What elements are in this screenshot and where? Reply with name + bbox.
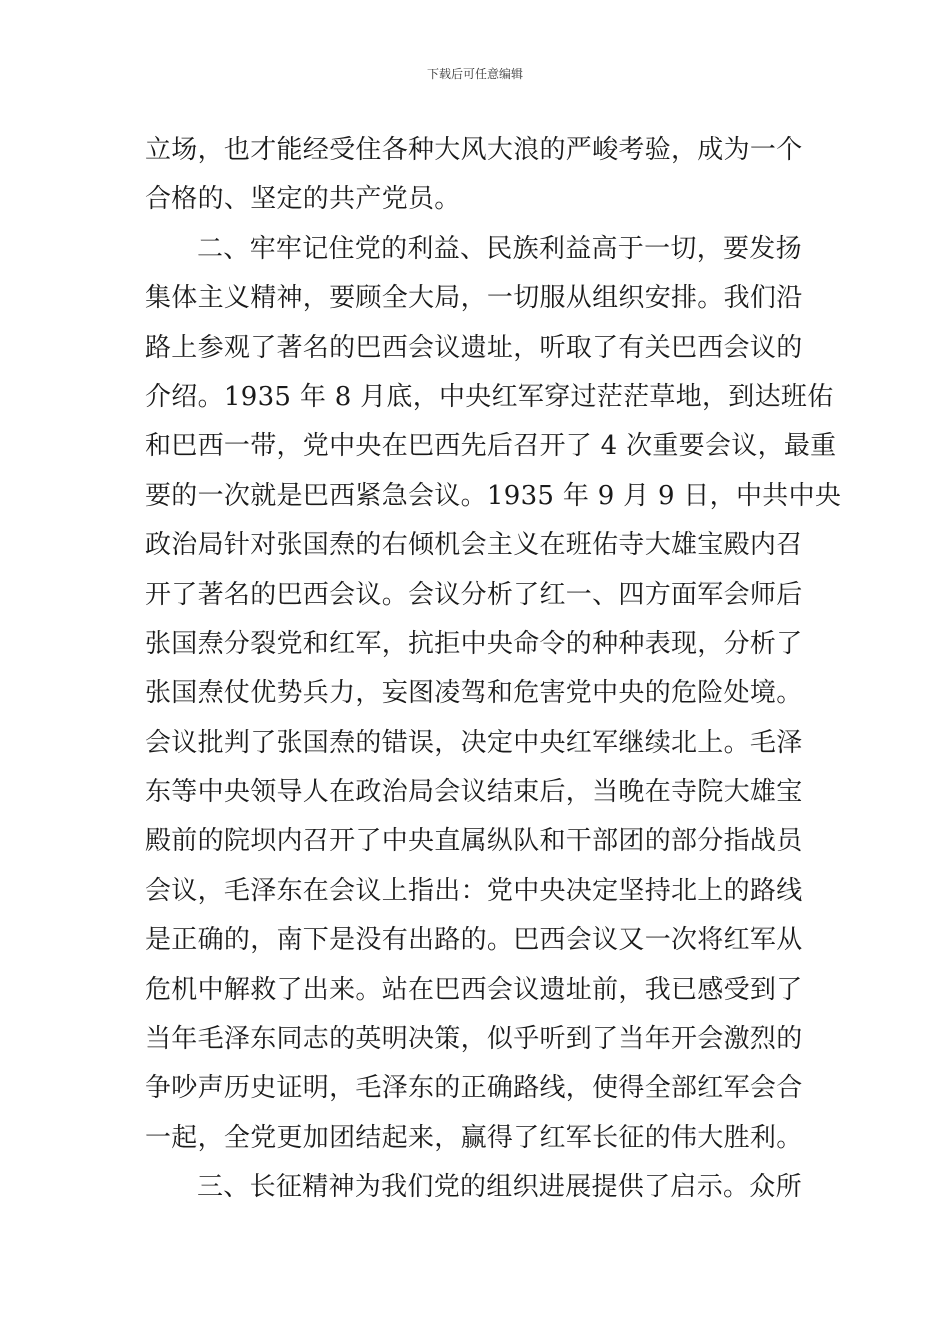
- text-line: 危机中解救了出来。站在巴西会议遗址前，我已感受到了: [145, 974, 803, 1005]
- text-line: 殿前的院坝内召开了中央直属纵队和干部团的部分指战员: [145, 826, 803, 857]
- text-line: 介绍。1935 年 8 月底，中央红军穿过茫茫草地，到达班佑: [145, 381, 834, 412]
- body-text: [145, 126, 842, 1213]
- text-line: 立场，也才能经受住各种大风大浪的严峻考验，成为一个: [145, 135, 803, 165]
- page-header: 下载后可任意编辑: [426, 67, 523, 81]
- text-line: 是正确的，南下是没有出路的。巴西会议又一次将红军从: [145, 925, 803, 956]
- paragraph-start-line: 二、牢牢记住党的利益、民族利益高于一切，要发扬: [197, 233, 802, 264]
- text-line: 路上参观了著名的巴西会议遗址，听取了有关巴西会议的: [145, 332, 803, 363]
- text-line: 张国焘仗优势兵力，妄图凌驾和危害党中央的危险处境。: [145, 678, 803, 709]
- text-line: 会议批判了张国焘的错误，决定中央红军继续北上。毛泽: [145, 727, 803, 758]
- text-line: 政治局针对张国焘的右倾机会主义在班佑寺大雄宝殿内召: [145, 530, 803, 561]
- text-line: 开了著名的巴西会议。会议分析了红一、四方面军会师后: [145, 579, 803, 610]
- text-line: 合格的、坚定的共产党员。: [145, 184, 461, 215]
- text-line: 东等中央领导人在政治局会议结束后，当晚在寺院大雄宝: [145, 777, 803, 808]
- text-line: 会议，毛泽东在会议上指出：党中央决定坚持北上的路线: [145, 875, 803, 906]
- text-line: 争吵声历史证明，毛泽东的正确路线，使得全部红军会合: [145, 1073, 803, 1104]
- text-line: 一起，全党更加团结起来，赢得了红军长征的伟大胜利。: [145, 1122, 803, 1153]
- paragraph-start-line: 三、长征精神为我们党的组织进展提供了启示。众所: [197, 1172, 802, 1203]
- text-line: 当年毛泽东同志的英明决策，似乎听到了当年开会激烈的: [145, 1024, 803, 1055]
- text-line: 集体主义精神，要顾全大局，一切服从组织安排。我们沿: [145, 283, 803, 314]
- text-line: 张国焘分裂党和红军，抗拒中央命令的种种表现，分析了: [145, 628, 803, 659]
- text-line: 和巴西一带，党中央在巴西先后召开了 4 次重要会议，最重: [145, 431, 837, 462]
- text-line: 要的一次就是巴西紧急会议。1935 年 9 月 9 日，中共中央: [145, 480, 842, 511]
